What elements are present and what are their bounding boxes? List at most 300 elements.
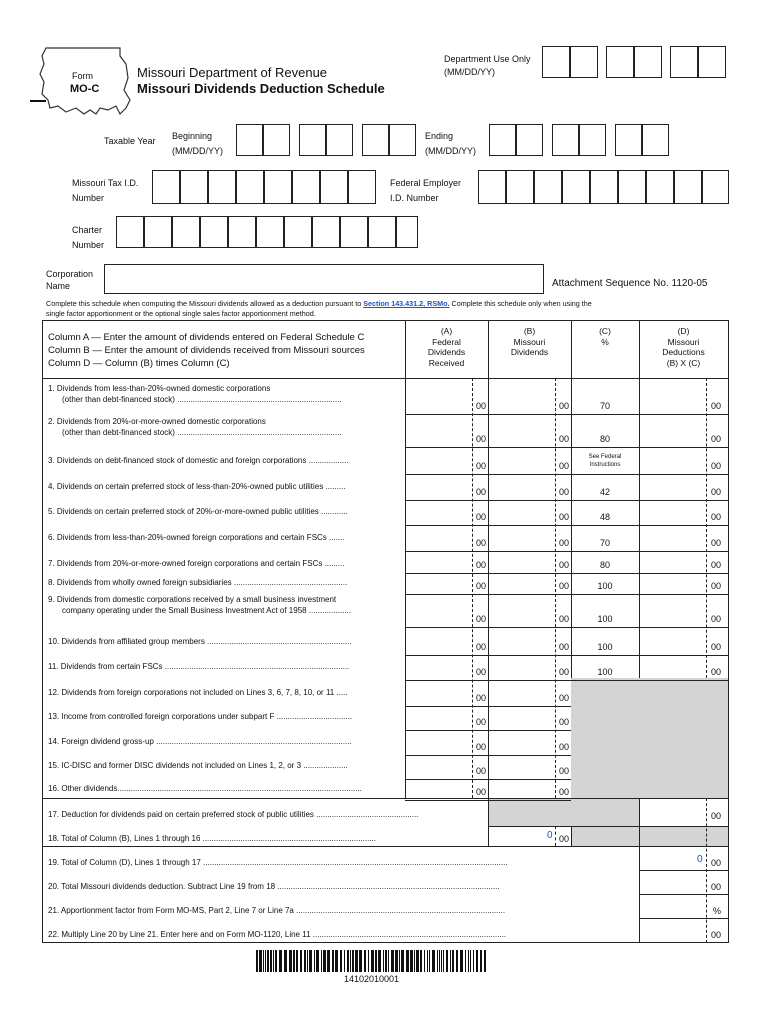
line-12-label: 12. Dividends from foreign corporations not included on Lines 3, 6, 7, 8, 10, or 11 ..... (48, 688, 348, 697)
line-11-label: 11. Dividends from certain FSCs ................................................................................... (48, 662, 350, 671)
line-1-column-b-field[interactable] (489, 395, 555, 416)
barcode-bar (296, 950, 298, 972)
line-3-label: 3. Dividends on debt-financed stock of domestic and foreign corporations .................. (48, 456, 349, 465)
line-5-column-d-field[interactable] (640, 506, 706, 527)
charter-box[interactable] (284, 216, 312, 248)
line-2-column-d-cents: 00 (711, 434, 722, 444)
line-8-column-a-cents: 00 (476, 581, 487, 591)
line-18-value[interactable]: 0 (547, 830, 553, 841)
row-divider (405, 500, 729, 501)
line-11-column-a-cents: 00 (476, 667, 487, 677)
form-label: Form (72, 71, 93, 81)
line-5-column-b-field[interactable] (489, 506, 555, 527)
line-19-value[interactable]: 0 (697, 854, 703, 865)
line-7-column-d-cents: 00 (711, 560, 722, 570)
line-4-column-d-cents: 00 (711, 487, 722, 497)
line-14-column-a-field[interactable] (406, 736, 472, 757)
barcode-bar (321, 950, 322, 972)
line-6-column-b-cents: 00 (559, 538, 570, 548)
line-15-column-b-field[interactable] (489, 760, 555, 781)
mo-tax-id-label-2: Number (72, 193, 105, 203)
taxable-year-label: Taxable Year (104, 136, 156, 146)
line-17-cents: 00 (711, 811, 722, 821)
dept-use-box[interactable] (606, 46, 634, 78)
line-21-unit: % (713, 906, 722, 916)
line-7-column-b-field[interactable] (489, 554, 555, 575)
barcode-bar (378, 950, 381, 972)
barcode-bar (424, 950, 425, 972)
barcode-bar (450, 950, 451, 972)
line-10-column-c-percent: 100 (597, 642, 613, 652)
barcode-bar (452, 950, 454, 972)
line-17-label: 17. Deduction for dividends paid on certain preferred stock of public utilities .............................................. (48, 810, 419, 819)
barcode-bar (270, 950, 272, 972)
line-5-column-c-percent: 48 (599, 512, 610, 522)
line-9-column-a-field[interactable] (406, 608, 472, 629)
column-a-head-1: (A) (440, 326, 453, 336)
line-8-column-c-percent: 100 (597, 581, 613, 591)
line-10-column-d-field[interactable] (640, 636, 706, 657)
corporation-name-field[interactable] (104, 264, 544, 294)
barcode-bar (352, 950, 354, 972)
barcode-bar (284, 950, 287, 972)
line-8-column-b-cents: 00 (559, 581, 570, 591)
column-d-head-1: (D) (677, 326, 690, 336)
charter-box[interactable] (200, 216, 228, 248)
line-4-column-c-percent: 42 (599, 487, 610, 497)
barcode-bar (427, 950, 428, 972)
line-7-column-a-cents: 00 (476, 560, 487, 570)
line-15-column-a-cents: 00 (476, 766, 487, 776)
row-divider (405, 779, 571, 780)
line-5-column-d-cents: 00 (711, 512, 722, 522)
line-13-label: 13. Income from controlled foreign corporations under subpart F .................................. (48, 712, 353, 721)
mo-tax-id-box[interactable] (348, 170, 376, 204)
line-13-column-b-field[interactable] (489, 711, 555, 732)
column-d-description: Column D — Column (B) times Column (C) (48, 358, 230, 369)
line-2-column-a-field[interactable] (406, 428, 472, 449)
line-5-label: 5. Dividends on certain preferred stock of 20%-or-more-owned public utilities ............ (48, 507, 348, 516)
barcode-bar (316, 950, 319, 972)
barcode-bar (439, 950, 440, 972)
mo-tax-id-box[interactable] (152, 170, 180, 204)
barcode-bar (473, 950, 474, 972)
line-3-column-b-cents: 00 (559, 461, 570, 471)
mo-tax-id-box[interactable] (320, 170, 348, 204)
charter-box[interactable] (368, 216, 396, 248)
column-b-head-3: Dividends (510, 347, 549, 357)
barcode-bar (443, 950, 444, 972)
line-16-column-b-cents: 00 (559, 787, 570, 797)
barcode-bar (332, 950, 334, 972)
barcode-bar (300, 950, 302, 972)
line-4-column-b-cents: 00 (559, 487, 570, 497)
column-b-description: Column B — Enter the amount of dividends received from Missouri sources (48, 345, 365, 356)
line-11-column-b-cents: 00 (559, 667, 570, 677)
mo-tax-id-label: Missouri Tax I.D. (72, 178, 139, 188)
column-a-head-3: Dividends (427, 347, 466, 357)
line-21-label: 21. Apportionment factor from Form MO-MS, Part 2, Line 7 or Line 7a .............................................................................................. (48, 906, 506, 915)
barcode-bar (437, 950, 438, 972)
shaded-cell (571, 678, 728, 798)
ending-date-box[interactable] (642, 124, 669, 156)
line-12-column-b-field[interactable] (489, 687, 555, 708)
line-3-column-a-field[interactable] (406, 455, 472, 476)
column-d-head-3: Deductions (662, 347, 705, 357)
line-18-label: 18. Total of Column (B), Lines 1 through 16 .............................................................................. (48, 834, 376, 843)
shaded-cell (488, 799, 639, 826)
row-divider (405, 755, 571, 756)
barcode-icon (256, 950, 490, 972)
ending-date-box[interactable] (489, 124, 516, 156)
mo-tax-id-box[interactable] (264, 170, 292, 204)
line-3-column-d-field[interactable] (640, 455, 706, 476)
instructions-text-2: Complete this schedule only when using the (449, 299, 592, 308)
barcode-bar (410, 950, 413, 972)
line-11-column-d-field[interactable] (640, 661, 706, 682)
dept-use-box[interactable] (698, 46, 726, 78)
line-5-column-a-field[interactable] (406, 506, 472, 527)
line-1-label-continued: (other than debt-financed stock) .......................................................................... (62, 395, 342, 404)
line-9-column-c-percent: 100 (597, 614, 613, 624)
barcode-bar (371, 950, 374, 972)
dept-use-box[interactable] (634, 46, 662, 78)
line-9-column-b-cents: 00 (559, 614, 570, 624)
barcode-bar (359, 950, 362, 972)
fein-box[interactable] (618, 170, 646, 204)
barcode-bar (364, 950, 366, 972)
line-9-column-b-field[interactable] (489, 608, 555, 629)
line-9-column-d-field[interactable] (640, 608, 706, 629)
barcode-bar (470, 950, 471, 972)
charter-box[interactable] (340, 216, 368, 248)
barcode-bar (340, 950, 342, 972)
column-d-header (639, 326, 728, 368)
charter-label-2: Number (72, 240, 105, 250)
barcode-bar (480, 950, 482, 972)
line-8-column-b-field[interactable] (489, 575, 555, 596)
barcode-bar (385, 950, 387, 972)
line-10-column-a-field[interactable] (406, 636, 472, 657)
fein-box[interactable] (646, 170, 674, 204)
row-divider (405, 730, 571, 731)
barcode-bar (304, 950, 306, 972)
attachment-sequence: Attachment Sequence No. 1120-05 (552, 278, 708, 289)
line-6-column-d-cents: 00 (711, 538, 722, 548)
line-8-column-d-field[interactable] (640, 575, 706, 596)
barcode-bar (476, 950, 478, 972)
fein-box[interactable] (590, 170, 618, 204)
dept-use-format: (MM/DD/YY) (444, 67, 495, 77)
charter-box[interactable] (116, 216, 144, 248)
column-a-header (405, 326, 488, 368)
barcode-bar (256, 950, 258, 972)
fein-box[interactable] (534, 170, 562, 204)
line-10-column-a-cents: 00 (476, 642, 487, 652)
charter-box[interactable] (256, 216, 284, 248)
barcode-bar (432, 950, 435, 972)
row-divider (405, 655, 729, 656)
barcode-bar (391, 950, 394, 972)
line-5-column-a-cents: 00 (476, 512, 487, 522)
line-8-column-a-field[interactable] (406, 575, 472, 596)
barcode-bar (406, 950, 409, 972)
form-title: Missouri Dividends Deduction Schedule (137, 81, 385, 96)
barcode-bar (350, 950, 351, 972)
barcode-bar (347, 950, 349, 972)
barcode-bar (263, 950, 264, 972)
line-3-column-d-cents: 00 (711, 461, 722, 471)
line-13-column-a-field[interactable] (406, 711, 472, 732)
barcode-bar (275, 950, 277, 972)
line-4-column-d-field[interactable] (640, 481, 706, 502)
line-7-column-a-field[interactable] (406, 554, 472, 575)
barcode-bar (309, 950, 312, 972)
line-1-label: 1. Dividends from less-than-20%-owned domestic corporations (48, 384, 271, 393)
line-17-amount-field[interactable] (640, 799, 706, 825)
barcode-bar (307, 950, 308, 972)
line-6-column-b-field[interactable] (489, 532, 555, 553)
instructions-line-2: single factor apportionment or the optional single sales factor apportionment method. (46, 309, 316, 318)
line-4-column-a-cents: 00 (476, 487, 487, 497)
column-d-head-4: (B) X (C) (666, 357, 701, 368)
beginning-label: Beginning (172, 131, 213, 141)
line-2-column-b-field[interactable] (489, 428, 555, 449)
barcode-bar (416, 950, 419, 972)
barcode-bar (293, 950, 295, 972)
corp-name-label: Corporation (46, 269, 94, 279)
barcode-bar (484, 950, 486, 972)
barcode-bar (388, 950, 389, 972)
dept-use-box[interactable] (542, 46, 570, 78)
barcode-bar (368, 950, 369, 972)
line-7-column-b-cents: 00 (559, 560, 570, 570)
line-6-label: 6. Dividends from less-than-20%-owned foreign corporations and certain FSCs ....... (48, 533, 345, 542)
column-a-description: Column A — Enter the amount of dividends entered on Federal Schedule C (48, 332, 365, 343)
line-1-column-d-cents: 00 (711, 401, 722, 411)
corp-name-label-2: Name (46, 281, 71, 291)
barcode-bar (289, 950, 292, 972)
line-7-label: 7. Dividends from 20%-or-more-owned foreign corporations and certain FSCs ......... (48, 559, 345, 568)
line-2-column-c-percent: 80 (599, 434, 610, 444)
line-18-cents: 00 (559, 834, 570, 844)
line-15-column-a-field[interactable] (406, 760, 472, 781)
barcode-bar (429, 950, 430, 972)
mo-tax-id-box[interactable] (208, 170, 236, 204)
line-15-column-b-cents: 00 (559, 766, 570, 776)
form-number: MO-C (70, 83, 100, 95)
line-3-column-a-cents: 00 (476, 461, 487, 471)
line-7-column-d-field[interactable] (640, 554, 706, 575)
barcode-bar (279, 950, 282, 972)
shaded-cell (571, 826, 728, 846)
barcode-bar (441, 950, 442, 972)
barcode-bar (267, 950, 269, 972)
barcode-number: 14102010001 (344, 974, 400, 984)
line-12-column-a-field[interactable] (406, 687, 472, 708)
row-divider (405, 680, 729, 681)
line-10-label: 10. Dividends from affiliated group members ................................................................. (48, 637, 352, 646)
line-2-label: 2. Dividends from 20%-or-more-owned domestic corporations (48, 417, 266, 426)
beginning-date-box[interactable] (263, 124, 290, 156)
line-11-column-d-cents: 00 (711, 667, 722, 677)
row-divider (405, 594, 729, 595)
line-9-column-a-cents: 00 (476, 614, 487, 624)
barcode-bar (399, 950, 400, 972)
barcode-bar (420, 950, 422, 972)
instructions-text: Complete this schedule when computing the Missouri dividends allowed as a deduction pursuant to (46, 299, 364, 308)
barcode-bar (446, 950, 448, 972)
ending-date-box[interactable] (615, 124, 642, 156)
barcode-bar (401, 950, 404, 972)
line-1-column-a-field[interactable] (406, 395, 472, 416)
column-b-head-1: (B) (523, 326, 536, 336)
ending-date-box[interactable] (579, 124, 606, 156)
row-divider (405, 525, 729, 526)
charter-box[interactable] (396, 216, 418, 248)
line-13-column-a-cents: 00 (476, 717, 487, 727)
charter-box[interactable] (312, 216, 340, 248)
barcode-bar (327, 950, 330, 972)
line-8-label: 8. Dividends from wholly owned foreign subsidiaries ................................................... (48, 578, 348, 587)
line-3-column-b-field[interactable] (489, 455, 555, 476)
line-9-column-d-cents: 00 (711, 614, 722, 624)
line-4-label: 4. Dividends on certain preferred stock of less-than-20%-owned public utilities ......... (48, 482, 346, 491)
line-16-label: 16. Other dividends.............................................................................................................. (48, 784, 362, 793)
line-1-column-d-field[interactable] (640, 395, 706, 416)
fein-label: Federal Employer (390, 178, 462, 188)
line-22-cents: 00 (711, 930, 722, 940)
ending-format: (MM/DD/YY) (425, 146, 476, 156)
line-9-label: 9. Dividends from domestic corporations received by a small business investment (48, 595, 337, 604)
mo-tax-id-box[interactable] (292, 170, 320, 204)
barcode-bar (460, 950, 463, 972)
column-c-head-1: (C) (599, 326, 611, 336)
barcode-bar (273, 950, 274, 972)
ending-date-box[interactable] (552, 124, 579, 156)
line-5-column-b-cents: 00 (559, 512, 570, 522)
beginning-date-box[interactable] (362, 124, 389, 156)
mo-tax-id-box[interactable] (180, 170, 208, 204)
beginning-date-box[interactable] (326, 124, 353, 156)
line-15-label: 15. IC-DISC and former DISC dividends not included on Lines 1, 2, or 3 .................... (48, 761, 348, 770)
line-10-column-d-cents: 00 (711, 642, 722, 652)
line-2-column-d-field[interactable] (640, 428, 706, 449)
column-a-head-2: Federal (432, 336, 461, 347)
fein-box[interactable] (702, 170, 729, 204)
charter-box[interactable] (228, 216, 256, 248)
line-22-label: 22. Multiply Line 20 by Line 21. Enter here and on Form MO-1120, Line 11 ....................................................................................... (48, 930, 507, 939)
line-2-column-a-cents: 00 (476, 434, 487, 444)
line-11-column-a-field[interactable] (406, 661, 472, 682)
beginning-date-box[interactable] (236, 124, 263, 156)
column-c-head-2: % (601, 336, 609, 347)
line-11-column-b-field[interactable] (489, 661, 555, 682)
fein-box[interactable] (674, 170, 702, 204)
column-b-head-2: Missouri (513, 336, 546, 347)
line-12-column-a-cents: 00 (476, 693, 487, 703)
row-divider (405, 414, 729, 415)
fein-box[interactable] (506, 170, 534, 204)
line-10-column-b-cents: 00 (559, 642, 570, 652)
barcode-bar (414, 950, 415, 972)
fein-label-2: I.D. Number (390, 193, 439, 203)
line-16-column-a-cents: 00 (476, 787, 487, 797)
barcode-bar (468, 950, 469, 972)
line-6-column-a-cents: 00 (476, 538, 487, 548)
row-divider (405, 447, 729, 448)
line-6-column-c-percent: 70 (599, 538, 610, 548)
dept-use-label: Department Use Only (444, 54, 531, 64)
fein-box[interactable] (562, 170, 590, 204)
agency-name: Missouri Department of Revenue (137, 65, 328, 80)
beginning-date-box[interactable] (389, 124, 416, 156)
line-14-column-b-field[interactable] (489, 736, 555, 757)
barcode-bar (456, 950, 458, 972)
statute-link[interactable]: Section 143.431.2, RSMo. (363, 299, 450, 308)
row-divider (405, 573, 729, 574)
row-divider (405, 551, 729, 552)
line-8-column-d-cents: 00 (711, 581, 722, 591)
column-d-head-2: Missouri (667, 336, 700, 347)
row-divider (405, 706, 571, 707)
fein-box[interactable] (478, 170, 506, 204)
line-6-column-a-field[interactable] (406, 532, 472, 553)
line-4-column-b-field[interactable] (489, 481, 555, 502)
line-11-column-c-percent: 100 (597, 667, 613, 677)
barcode-bar (383, 950, 384, 972)
row-divider (405, 474, 729, 475)
column-c-header (571, 326, 639, 347)
line-12-column-b-cents: 00 (559, 693, 570, 703)
mo-tax-id-box[interactable] (236, 170, 264, 204)
barcode-bar (265, 950, 266, 972)
charter-label: Charter (72, 225, 103, 235)
line-19-cents: 00 (711, 858, 722, 868)
barcode-bar (344, 950, 345, 972)
line-1-column-a-cents: 00 (476, 401, 487, 411)
dept-use-box[interactable] (570, 46, 598, 78)
line-2-column-b-cents: 00 (559, 434, 570, 444)
dept-use-box[interactable] (670, 46, 698, 78)
line-19-label: 19. Total of Column (D), Lines 1 through 17 ......................................................................................................................................... (48, 858, 508, 867)
line-1-column-c-percent: 70 (599, 401, 610, 411)
line-2-label-continued: (other than debt-financed stock) .......................................................................... (62, 428, 342, 437)
barcode-bar (375, 950, 377, 972)
line-7-column-c-percent: 80 (599, 560, 610, 570)
line-10-column-b-field[interactable] (489, 636, 555, 657)
line-20-cents: 00 (711, 882, 722, 892)
line-4-column-a-field[interactable] (406, 481, 472, 502)
line-14-label: 14. Foreign dividend gross-up ........................................................................................ (48, 737, 352, 746)
barcode-bar (355, 950, 358, 972)
charter-box[interactable] (144, 216, 172, 248)
line-14-column-b-cents: 00 (559, 742, 570, 752)
column-b-header (488, 326, 571, 358)
line-6-column-d-field[interactable] (640, 532, 706, 553)
ending-date-box[interactable] (516, 124, 543, 156)
line-14-column-a-cents: 00 (476, 742, 487, 752)
beginning-format: (MM/DD/YY) (172, 146, 223, 156)
beginning-date-box[interactable] (299, 124, 326, 156)
barcode-bar (465, 950, 466, 972)
header-rule (30, 100, 46, 102)
barcode-bar (323, 950, 326, 972)
barcode-bar (314, 950, 315, 972)
line-1-column-b-cents: 00 (559, 401, 570, 411)
barcode-bar (259, 950, 262, 972)
charter-box[interactable] (172, 216, 200, 248)
